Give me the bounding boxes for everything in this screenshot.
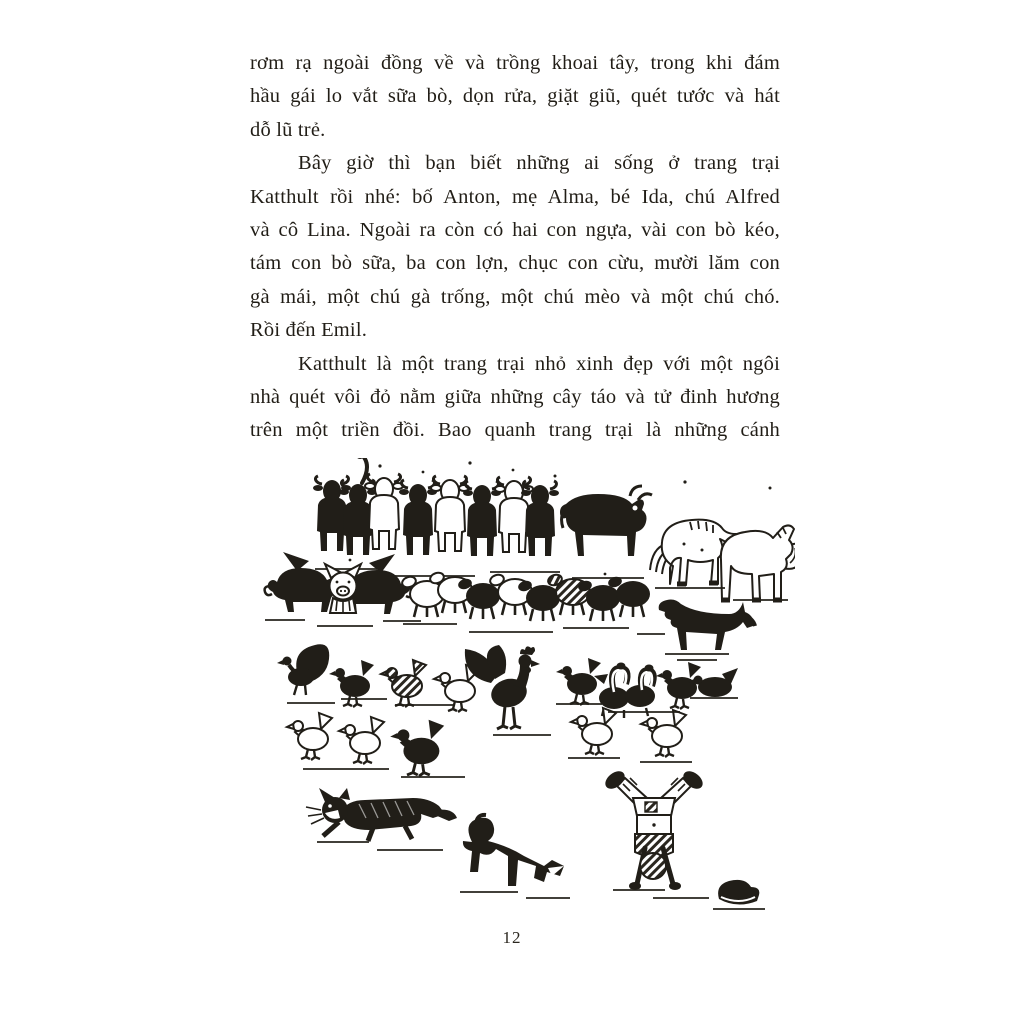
text-line: gà mái, một chú gà trống, một chú mèo và một chú chó. <box>250 285 780 308</box>
text-line: trên một triền đồi. Bao quanh trang trại là những cánh <box>250 419 780 442</box>
cattle-herd <box>313 458 652 578</box>
hens-left-group <box>277 644 551 777</box>
text-line: tám con bò sữa, ba con lợn, chục con cừu, mười lăm con <box>250 252 780 275</box>
text-line: Rồi đến Emil. <box>250 319 368 342</box>
text-line: rơm rạ ngoài đồng về và trồng khoai tây, trong khi đám <box>250 52 780 74</box>
rooster <box>465 645 540 729</box>
hens-right-group <box>556 658 738 762</box>
text-line: và cô Lina. Ngoài ra còn có hai con ngựa, vài con bò kéo, <box>250 218 780 241</box>
playing-dog <box>460 815 570 898</box>
horse-pair <box>650 520 795 600</box>
pig-trio <box>265 552 421 626</box>
running-cat <box>306 788 457 850</box>
page-number: 12 <box>502 928 522 947</box>
text-line: Katthult là một trang trại nhỏ xinh đẹp với một ngôi <box>298 352 780 375</box>
turkey-hen <box>277 644 329 695</box>
text-line: nhà quét vôi đỏ nằm giữa những cây táo và tử đinh hương <box>250 385 780 408</box>
text-line: dỗ lũ trẻ. <box>250 118 326 141</box>
body-text-block <box>250 47 780 448</box>
farm-dog <box>659 600 755 661</box>
sheep-flock <box>401 571 665 634</box>
text-line: Bây giờ thì bạn biết những ai sống ở trang trại <box>298 152 780 175</box>
text-line: Katthult rồi nhé: bố Anton, mẹ Alma, bé Ida, chú Alfred <box>250 185 780 208</box>
cap-on-ground <box>713 880 765 909</box>
farm-animals-illustration <box>255 458 795 928</box>
text-line: hầu gái lo vắt sữa bò, dọn rửa, giặt giũ, quét tước và hát <box>250 85 780 108</box>
boy-handstand <box>602 768 709 898</box>
